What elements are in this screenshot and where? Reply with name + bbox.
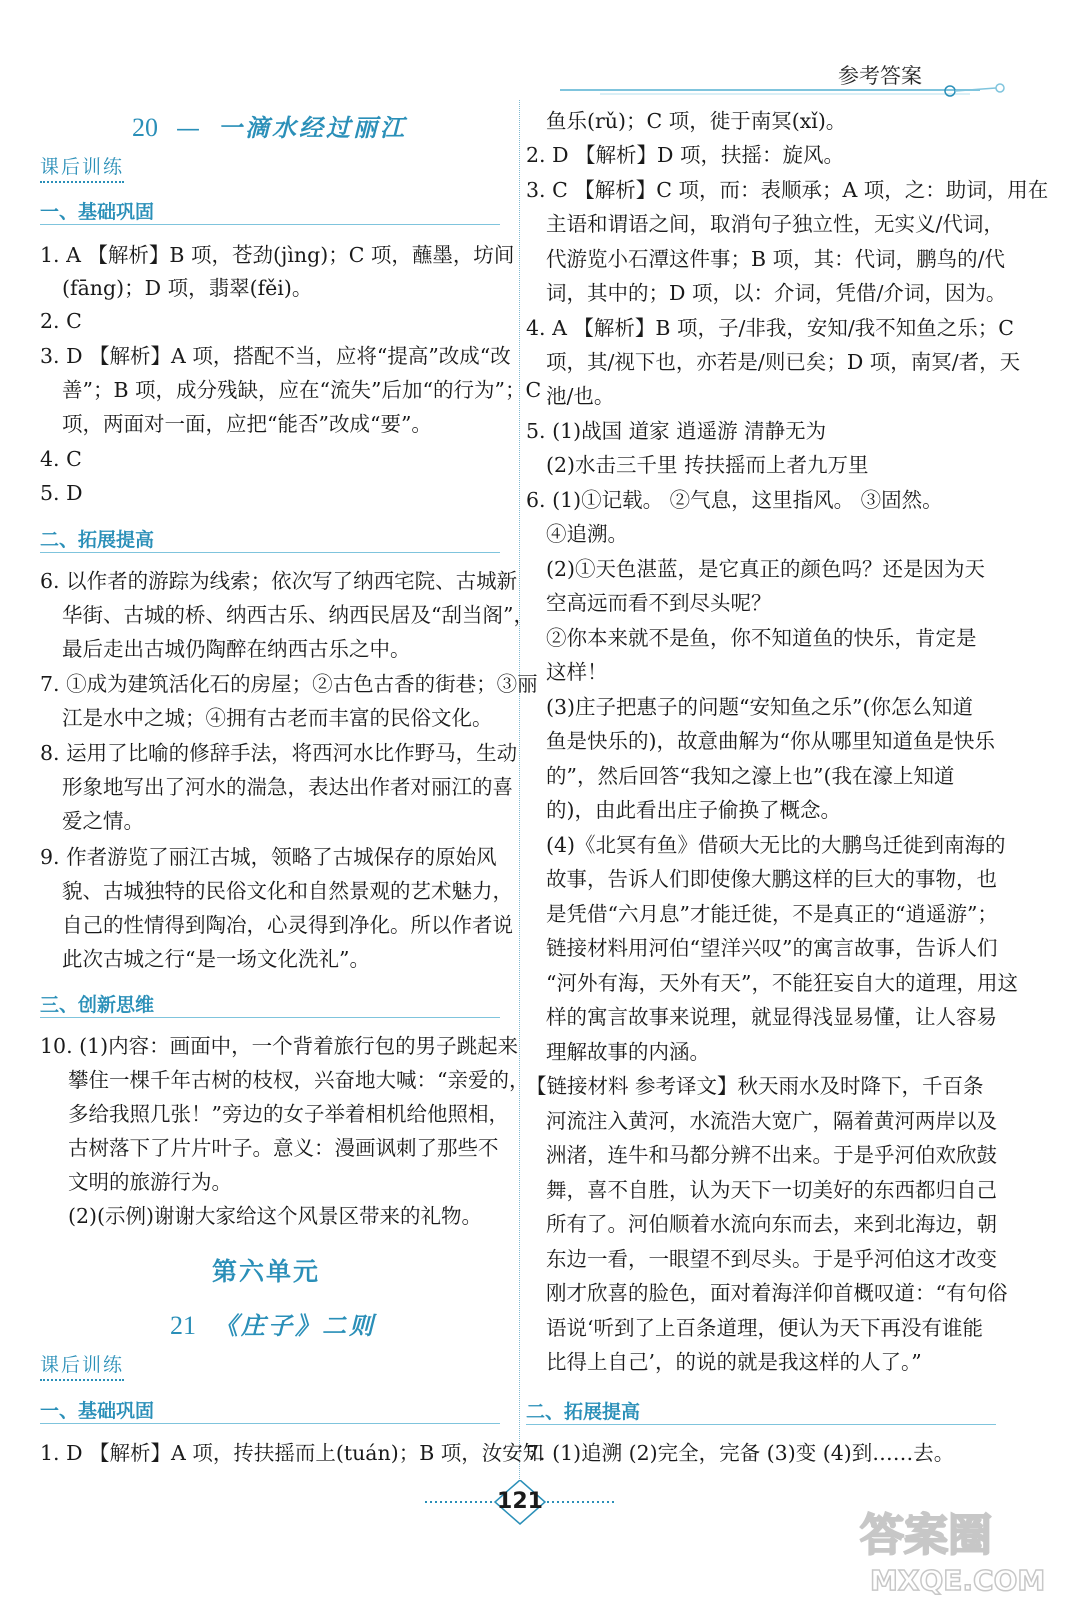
answer-line: 池/也。 bbox=[546, 384, 615, 408]
answer-line: 攀住一棵千年古树的枝杈，兴奋地大喊：“亲爱的， bbox=[68, 1068, 530, 1092]
answer-line: (3)庄子把惠子的问题“安知鱼之乐”(你怎么知道 bbox=[546, 695, 973, 719]
answer-line: 2. C bbox=[40, 309, 82, 333]
answer-line: ②你本来就不是鱼，你不知道鱼的快乐，肯定是 bbox=[546, 626, 977, 650]
answer-line: 4. C bbox=[40, 447, 82, 471]
answer-line: 此次古城之行“是一场文化洗礼”。 bbox=[62, 947, 370, 971]
answer-line: 比得上自己’，的说的就是我这样的人了。” bbox=[546, 1350, 922, 1374]
section-rule bbox=[526, 1424, 996, 1425]
answer-line: 1. A 【解析】B 项，苍劲(jìng)；C 项，蘸墨，坊间 bbox=[40, 243, 515, 267]
answer-line: 理解故事的内涵。 bbox=[546, 1040, 710, 1064]
section-rule bbox=[40, 1017, 500, 1018]
answer-line: “河外有海，天外有天”，不能狂妄自大的道理，用这 bbox=[546, 971, 1018, 995]
answer-line: 链接材料用河伯“望洋兴叹”的寓言故事，告诉人们 bbox=[546, 936, 998, 960]
answer-line: 文明的旅游行为。 bbox=[68, 1170, 232, 1194]
section-basic: 一、基础巩固 bbox=[40, 201, 155, 223]
answer-line: (4)《北冥有鱼》借硕大无比的大鹏鸟迁徙到南海的 bbox=[546, 833, 1006, 857]
answer-line: 最后走出古城仍陶醉在纳西古乐之中。 bbox=[62, 637, 411, 661]
page-number-ornament bbox=[425, 1480, 665, 1530]
answer-line: 3. D 【解析】A 项，搭配不当，应将“提高”改成“改 bbox=[40, 344, 511, 368]
svg-text:MXQE.COM: MXQE.COM bbox=[870, 1564, 1046, 1597]
answer-line: 3. C 【解析】C 项，而：表顺承；A 项，之：助词，用在 bbox=[526, 178, 1049, 202]
page-number: 121 bbox=[497, 1489, 543, 1514]
answer-line: 鱼是快乐的)，故意曲解为“你从哪里知道鱼是快乐 bbox=[546, 729, 995, 753]
watermark-logo bbox=[840, 1500, 1070, 1600]
answer-line: 华街、古城的桥、纳西古乐、纳西民居及“刮当阁”， bbox=[62, 603, 534, 627]
after-class-tag: 课后训练 bbox=[40, 152, 124, 183]
section-rule bbox=[40, 224, 500, 225]
answer-line: 词，其中的；D 项，以：介词，凭借/介词，因为。 bbox=[546, 281, 1007, 305]
header-label: 参考答案 bbox=[838, 64, 922, 88]
answer-line: ④追溯。 bbox=[546, 522, 628, 546]
answer-line: 刚才欣喜的脸色，面对着海洋仰首概叹道：“有句俗 bbox=[546, 1281, 1008, 1305]
section-extend: 二、拓展提高 bbox=[40, 529, 155, 551]
lesson-number: 20 bbox=[132, 113, 158, 142]
lesson-21-title bbox=[170, 1306, 376, 1341]
answer-line: 河流注入黄河，水流浩大宽广，隔着黄河两岸以及 bbox=[546, 1109, 997, 1133]
answer-line: 5. D bbox=[40, 481, 83, 505]
answer-line: 7. (1)追溯 (2)完全，完备 (3)变 (4)到……去。 bbox=[526, 1441, 955, 1465]
answer-line: 4. A 【解析】B 项，子/非我，安知/我不知鱼之乐；C bbox=[526, 316, 1014, 340]
answer-line: 爱之情。 bbox=[62, 809, 144, 833]
answer-line: 7. ①成为建筑活化石的房屋；②古色古香的街巷；③丽 bbox=[40, 672, 538, 696]
answer-line: 【链接材料 参考译文】秋天雨水及时降下，千百条 bbox=[526, 1074, 984, 1098]
answer-line: 空高远而看不到尽头呢？ bbox=[546, 591, 772, 615]
title-dash-icon: — bbox=[176, 114, 200, 142]
answer-line: 5. (1)战国 道家 逍遥游 清静无为 bbox=[526, 419, 827, 443]
answer-line: 舞，喜不自胜，认为天下一切美好的东西都归自己 bbox=[546, 1178, 997, 1202]
answer-line: 6. 以作者的游踪为线索；依次写了纳西宅院、古城新 bbox=[40, 569, 518, 593]
answer-line: 项，两面对一面，应把“能否”改成“要”。 bbox=[62, 412, 432, 436]
answer-line: (2)(示例)谢谢大家给这个风景区带来的礼物。 bbox=[68, 1204, 483, 1228]
lesson-number: 21 bbox=[170, 1311, 196, 1340]
answer-line: 形象地写出了河水的湍急，表达出作者对丽江的喜 bbox=[62, 775, 513, 799]
page-number-badge bbox=[425, 1480, 665, 1530]
answer-line: 多给我照几张！”旁边的女子举着相机给他照相， bbox=[68, 1102, 509, 1126]
answer-line: 样的寓言故事来说理，就显得浅显易懂，让人容易 bbox=[546, 1005, 997, 1029]
section-basic: 一、基础巩固 bbox=[40, 1400, 155, 1422]
unit-title: 第六单元 bbox=[212, 1257, 321, 1286]
answer-line: 江是水中之城；④拥有古老而丰富的民俗文化。 bbox=[62, 706, 493, 730]
answer-line: 故事，告诉人们即使像大鹏这样的巨大的事物，也 bbox=[546, 867, 997, 891]
lesson-name: 一滴水经过丽江 bbox=[218, 113, 407, 142]
lesson-20-title bbox=[132, 108, 407, 143]
answer-line: 6. (1)①记载。 ②气息，这里指风。 ③固然。 bbox=[526, 488, 943, 512]
answer-line: (fāng)；D 项，翡翠(fěi)。 bbox=[62, 276, 313, 300]
header-rule bbox=[560, 78, 1030, 108]
answer-line: 10. (1)内容：画面中，一个背着旅行包的男子跳起来 bbox=[40, 1034, 519, 1058]
column-divider bbox=[519, 100, 520, 1495]
answer-line: 洲渚，连牛和马都分辨不出来。于是乎河伯欢欣鼓 bbox=[546, 1143, 997, 1167]
answer-line: 东边一看，一眼望不到尽头。于是乎河伯这才改变 bbox=[546, 1247, 997, 1271]
answer-line: 的)，由此看出庄子偷换了概念。 bbox=[546, 798, 841, 822]
section-extend: 二、拓展提高 bbox=[526, 1401, 641, 1423]
section-rule bbox=[40, 552, 500, 553]
answer-line: 2. D 【解析】D 项，扶摇：旋风。 bbox=[526, 143, 844, 167]
answer-line: 所有了。河伯顺着水流向东而去，来到北海边，朝 bbox=[546, 1212, 997, 1236]
answer-line: 古树落下了片片叶子。意义：漫画讽刺了那些不 bbox=[68, 1136, 499, 1160]
answer-line: 是凭借“六月息”才能迁徙，不是真正的“逍遥游”； bbox=[546, 902, 998, 926]
answer-line: 貌、古城独特的民俗文化和自然景观的艺术魅力， bbox=[62, 879, 513, 903]
section-innovate: 三、创新思维 bbox=[40, 994, 155, 1016]
answer-line: (2)水击三千里 抟扶摇而上者九万里 bbox=[546, 453, 869, 477]
after-class-tag: 课后训练 bbox=[40, 1350, 124, 1381]
svg-text:答案圈: 答案圈 bbox=[860, 1510, 992, 1561]
answer-line: 项，其/视下也，亦若是/则已矣；D 项，南冥/者，天 bbox=[546, 350, 1021, 374]
answer-line: 1. D 【解析】A 项，抟扶摇而上(tuán)；B 项，汝安知 bbox=[40, 1441, 544, 1465]
answer-line: 8. 运用了比喻的修辞手法，将西河水比作野马，生动 bbox=[40, 741, 518, 765]
answer-line: 9. 作者游览了丽江古城，领略了古城保存的原始风 bbox=[40, 845, 497, 869]
section-rule bbox=[40, 1423, 500, 1424]
answer-line: 这样！ bbox=[546, 660, 608, 684]
answer-line: 善”；B 项，成分残缺，应在“流失”后加“的行为”；C bbox=[62, 378, 542, 402]
lesson-name: 《庄子》二则 bbox=[214, 1311, 376, 1340]
answer-line: 代游览小石潭这件事；B 项，其：代词，鹏鸟的/代 bbox=[546, 247, 1005, 271]
answer-line: (2)①天色湛蓝，是它真正的颜色吗？还是因为天 bbox=[546, 557, 986, 581]
answer-line: 语说‘听到了上百条道理，便认为天下再没有谁能 bbox=[546, 1316, 984, 1340]
answer-line: 主语和谓语之间，取消句子独立性，无实义/代词， bbox=[546, 212, 1004, 236]
answer-line: 鱼乐(rǔ)；C 项，徙于南冥(xǐ)。 bbox=[546, 109, 847, 133]
answer-line: 自己的性情得到陶冶，心灵得到净化。所以作者说 bbox=[62, 913, 513, 937]
answer-line: 的”，然后回答“我知之濠上也”(我在濠上知道 bbox=[546, 764, 955, 788]
